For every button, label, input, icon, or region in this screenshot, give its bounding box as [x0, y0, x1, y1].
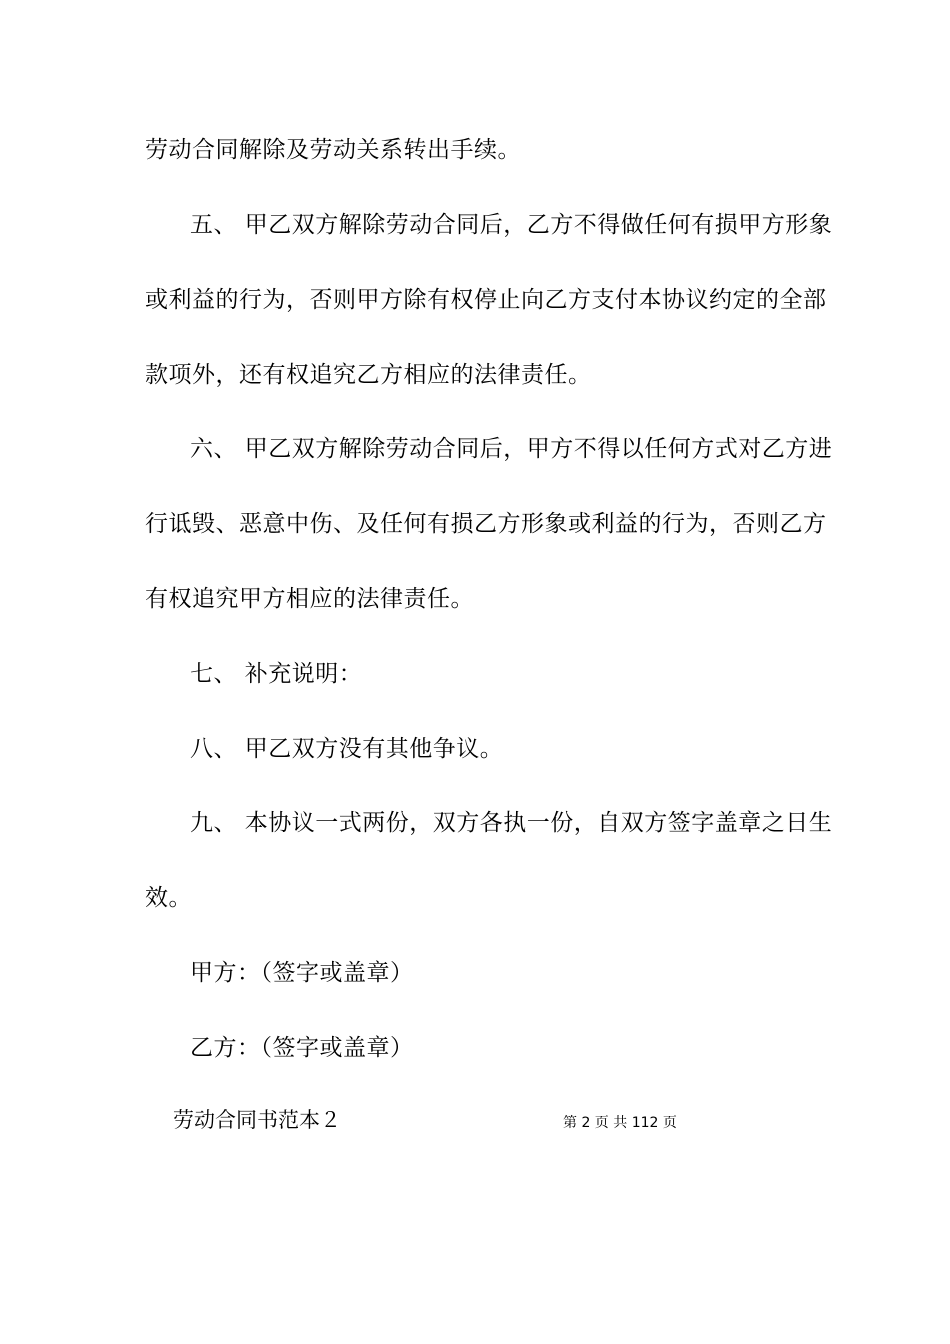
footer-section-title: 劳动合同书范本２: [173, 1108, 341, 1132]
clause-7-line: 七、 补充说明：: [190, 661, 363, 687]
clause-6-line-1: 六、 甲乙双方解除劳动合同后，甲方不得以任何方式对乙方进: [190, 436, 833, 462]
party-b-signature-line: 乙方：（签字或盖章）: [190, 1035, 414, 1061]
clause-5-line-1: 五、 甲乙双方解除劳动合同后，乙方不得做任何有损甲方形象: [190, 212, 833, 238]
clause-6-line-2: 行诋毁、恶意中伤、及任何有损乙方形象或利益的行为，否则乙方: [145, 511, 827, 537]
clause-9-line-1: 九、 本协议一式两份，双方各执一份，自双方签字盖章之日生: [190, 810, 833, 836]
clause-5-line-3: 款项外，还有权追究乙方相应的法律责任。: [145, 362, 592, 388]
clause-5-line-2: 或利益的行为，否则甲方除有权停止向乙方支付本协议约定的全部: [145, 287, 827, 313]
paragraph-line-1: 劳动合同解除及劳动关系转出手续。: [145, 137, 521, 163]
party-a-signature-line: 甲方：（签字或盖章）: [190, 960, 414, 986]
page-number: 第 2 页 共 112 页: [563, 1115, 677, 1131]
clause-9-line-2: 效。: [145, 885, 192, 911]
clause-8-line: 八、 甲乙双方没有其他争议。: [190, 736, 504, 762]
clause-6-line-3: 有权追究甲方相应的法律责任。: [145, 586, 474, 612]
